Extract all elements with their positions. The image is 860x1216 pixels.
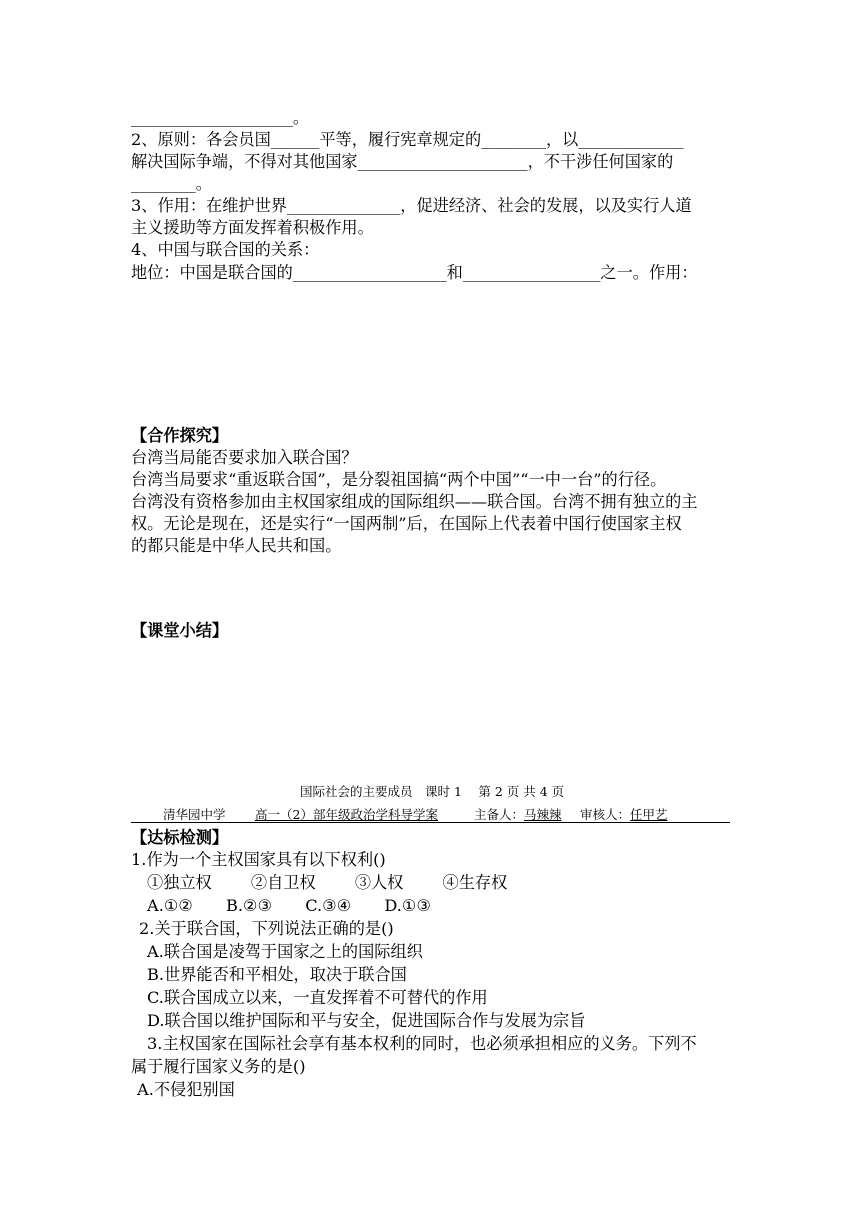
function-line-1: 3、作用：在维护世界______________，促进经济、社会的发展，以及实行人道 <box>131 196 692 215</box>
inquiry-answer-3: 权。无论是现在，还是实行“一国两制”后，在国际上代表着中国行使国家主权 <box>131 514 682 533</box>
reviewer-name: 任甲艺 <box>630 807 668 822</box>
page-footer: 国际社会的主要成员 课时 1 第 2 页 共 4 页 <box>300 784 565 799</box>
q1-option-c: C.③④ <box>305 896 352 915</box>
q2-option-c: C.联合国成立以来，一直发挥着不可替代的作用 <box>147 988 488 1007</box>
q1-option-d: D.①③ <box>384 896 431 915</box>
inquiry-question: 台湾当局能否要求加入联合国？ <box>131 448 358 467</box>
reviewer-label: 审核人： <box>580 807 631 822</box>
inquiry-answer-1: 台湾当局要求“重返联合国”，是分裂祖国搞“两个中国”“一中一台”的行径。 <box>131 470 667 489</box>
inquiry-answer-2: 台湾没有资格参加由主权国家组成的国际组织——联合国。台湾不拥有独立的主 <box>131 492 698 511</box>
q1-item-1: ①独立权 <box>147 873 212 892</box>
principle-line-1: 2、原则：各会员国______平等，履行宪章规定的________，以_____________ <box>131 130 684 149</box>
relation-heading: 4、中国与联合国的关系： <box>131 240 320 259</box>
header-rule <box>131 822 730 823</box>
q2-option-a: A.联合国是凌驾于国家之上的国际组织 <box>147 942 423 961</box>
preparer-name: 马辣辣 <box>524 807 562 822</box>
q3-option-a: A.不侵犯别国 <box>137 1080 235 1099</box>
q1-item-4: ④生存权 <box>442 873 508 892</box>
q1-item-3: ③人权 <box>354 873 404 892</box>
question-3-line-2: 属于履行国家义务的是() <box>131 1057 306 1076</box>
preparer-label: 主备人： <box>474 807 525 822</box>
q2-option-b: B.世界能否和平相处，取决于联合国 <box>147 965 407 984</box>
question-2: 2.关于联合国，下列说法正确的是() <box>139 919 394 938</box>
principle-line-3: ________。 <box>131 174 212 193</box>
blank-line: ____________________。 <box>131 108 310 127</box>
q1-option-a: A.①② <box>147 896 193 915</box>
q2-option-d: D.联合国以维护国际和平与安全，促进国际合作与发展为宗旨 <box>147 1011 586 1030</box>
function-line-2: 主义援助等方面发挥着积极作用。 <box>131 218 374 237</box>
question-1-options <box>147 895 431 917</box>
school-name: 清华园中学 <box>163 807 226 822</box>
question-1: 1.作为一个主权国家具有以下权利() <box>131 850 386 869</box>
inquiry-heading: 【合作探究】 <box>131 426 229 445</box>
status-line: 地位：中国是联合国的___________________和_________________之一。作用： <box>131 263 698 282</box>
test-heading: 【达标检测】 <box>131 828 229 847</box>
inquiry-answer-4: 的都只能是中华人民共和国。 <box>131 536 342 555</box>
q1-item-2: ②自卫权 <box>250 873 316 892</box>
grade-title-text: 高一（2）部年级政治学科导学案 <box>255 807 438 822</box>
principle-line-2: 解决国际争端，不得对其他国家_____________________，不干涉任何国家的 <box>131 152 674 171</box>
summary-heading: 【课堂小结】 <box>131 621 229 640</box>
q1-option-b: B.②③ <box>226 896 273 915</box>
question-3-line-1: 3.主权国家在国际社会享有基本权利的同时，也必须承担相应的义务。下列不 <box>147 1034 697 1053</box>
question-1-items <box>147 872 507 894</box>
